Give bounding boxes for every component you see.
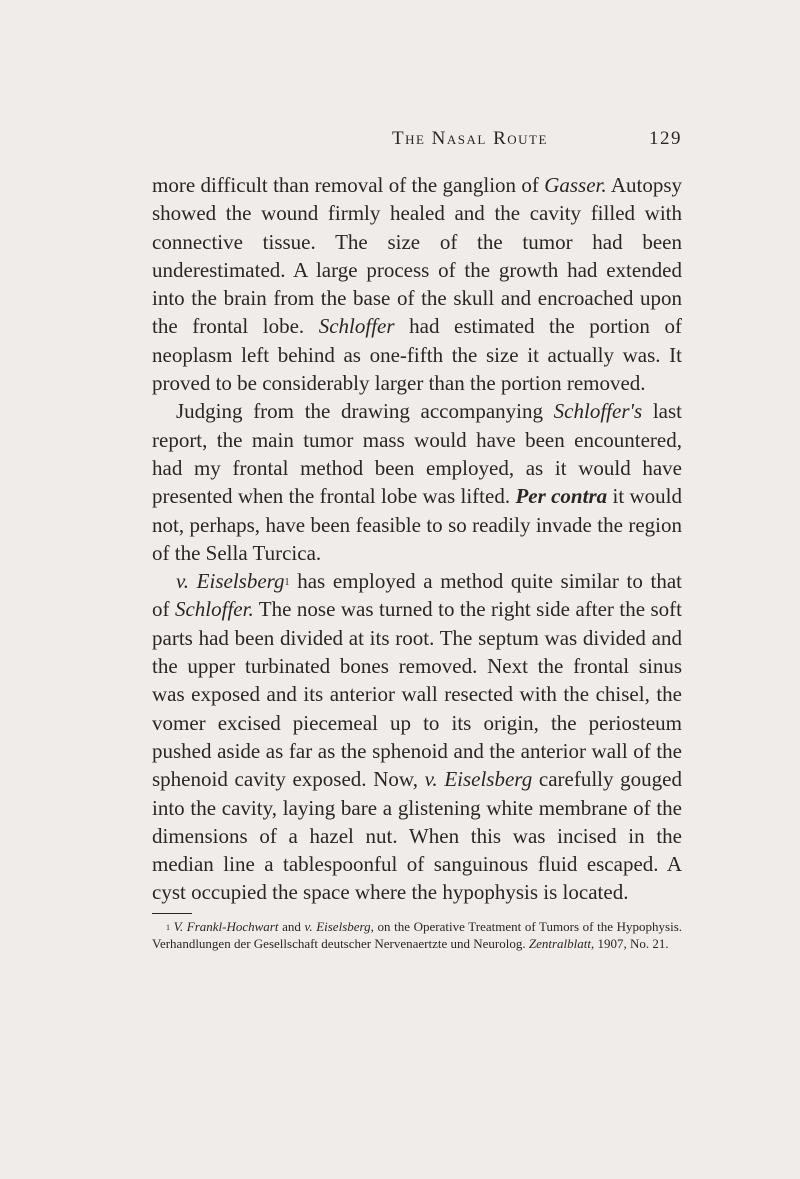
para2-text-2: last report, the main tumor mass would have been encountered, had my frontal method been employed, as it would have presented when the frontal lobe was lifted. xyxy=(152,399,683,509)
paragraph-2 xyxy=(152,397,682,567)
paragraph-1 xyxy=(152,171,682,397)
para3-text-3: carefully gouged into the cavity, laying bare a glistening white membrane of the dimensions of a hazel nut. When this was incised in the median line a tablespoonful of sanguinous fluid escaped. A cyst occupied the space where the hypophysis is located. xyxy=(152,767,682,905)
footnote-text-2: on the Operative Treatment of Tumors of the Hypophysis. Verhandlungen der Gesellschaft deutscher Nervenaertzte und Neurolog. xyxy=(152,918,682,951)
para1-text-1: more difficult than removal of the ganglion of xyxy=(152,173,545,197)
para1-italic-schloffer: Schloffer xyxy=(318,314,395,339)
footnote-text-3: 1907, No. 21. xyxy=(594,935,669,951)
footnote-italic-eiselsberg: v. Eiselsberg, xyxy=(304,918,374,934)
page-number: 129 xyxy=(649,128,682,149)
para3-text-1: has employed a method quite similar to that of xyxy=(152,569,682,622)
footnote-italic-zentralblatt: Zentralblatt, xyxy=(528,935,595,951)
para3-text-2: The nose was turned to the right side after the soft parts had been divided at its root. The septum was divided and the upper turbinated bones removed. Next the frontal sinus was exposed and its anterior wall resected with the chisel, the vomer excised piecemeal up to its origin, the periosteum pushed aside as far as the sphenoid and the anterior wall of the sphenoid cavity exposed. Now, xyxy=(152,597,682,792)
running-title: The Nasal Route xyxy=(392,128,548,149)
para2-text-1: Judging from the drawing accompanying xyxy=(176,399,554,424)
para2-italic-per-contra: Per contra xyxy=(515,484,608,509)
running-head xyxy=(152,128,682,158)
footnote-rule xyxy=(152,913,192,914)
para2-italic-schloffers: Schloffer's xyxy=(553,399,643,424)
footnote-ref-1: 1 xyxy=(284,577,290,589)
footnote-marker: 1 xyxy=(166,922,170,932)
para3-italic-schloffer: Schloffer. xyxy=(174,597,254,622)
para1-text-2: Autopsy showed the wound firmly healed and the cavity filled with connective tissue. The size of the tumor had been underestimated. A large process of the growth had extended into the brain from the base of the skull and encroached upon the frontal lobe. xyxy=(152,173,682,339)
body-text xyxy=(152,171,682,907)
book-page xyxy=(152,128,682,952)
para3-italic-eiselsberg-2: v. Eiselsberg xyxy=(424,767,533,792)
footnote xyxy=(152,918,682,952)
paragraph-3 xyxy=(152,567,682,907)
para1-text-3: had estimated the portion of neoplasm left behind as one-fifth the size it actually was. It proved to be considerably larger than the portion removed. xyxy=(152,314,682,396)
para3-italic-eiselsberg: v. Eiselsberg xyxy=(176,569,285,594)
footnote-text-1: and xyxy=(278,918,305,934)
footnote-italic-frankl: V. Frankl-Hochwart xyxy=(173,918,279,934)
para1-italic-gasser: Gasser. xyxy=(544,173,607,197)
para2-text-3: it would not, perhaps, have been feasible to so readily invade the region of the Sella Turcica. xyxy=(152,484,683,565)
